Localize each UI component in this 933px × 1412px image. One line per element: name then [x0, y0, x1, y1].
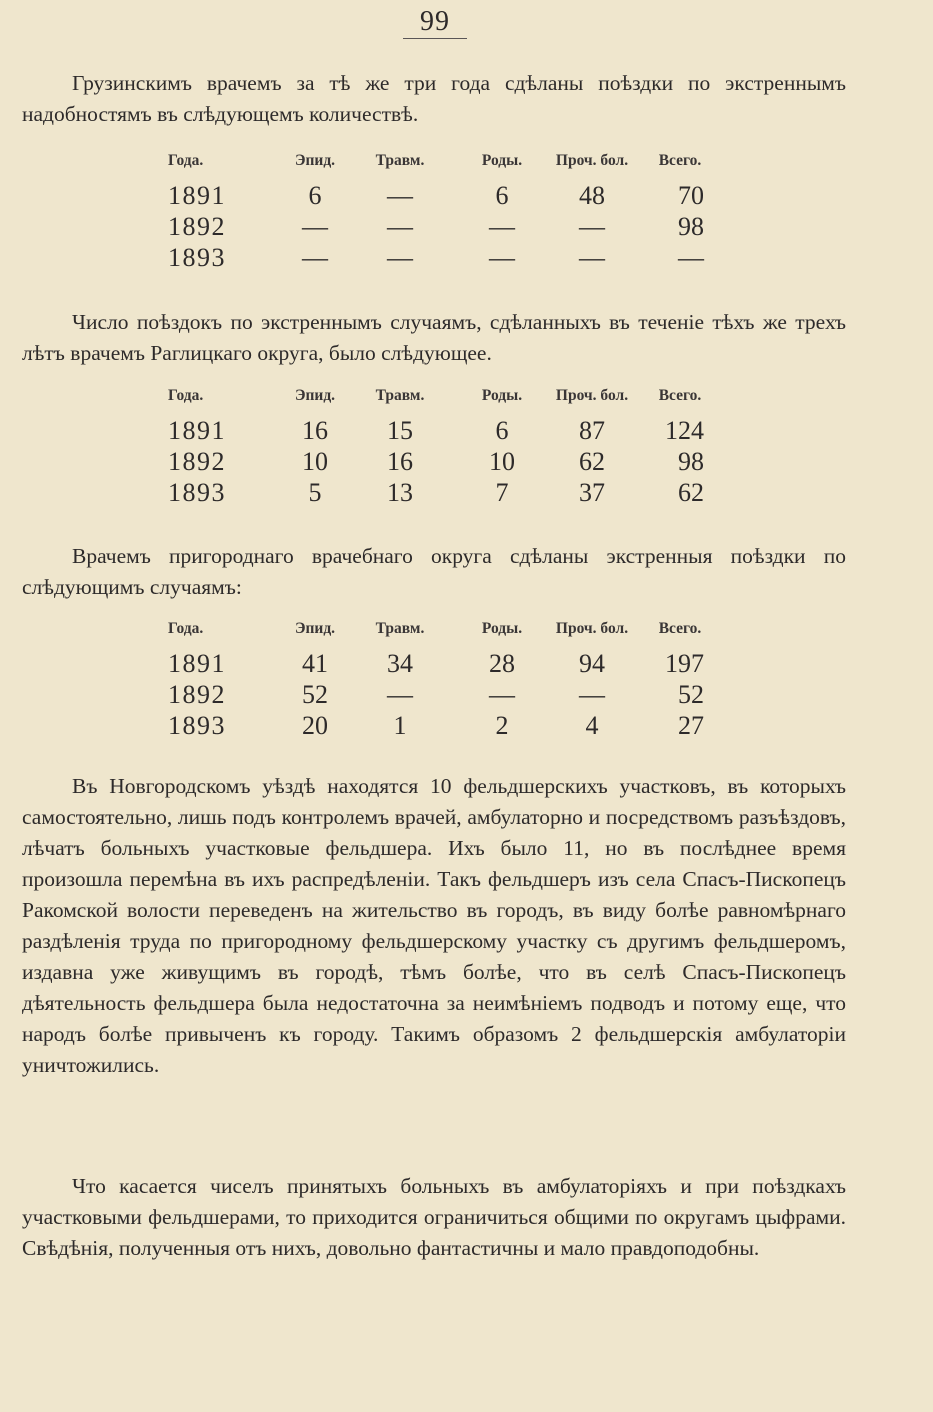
cell-trauma: 34: [387, 649, 413, 678]
cell-trauma: —: [387, 680, 413, 709]
cell-total: 27: [678, 711, 704, 740]
table-row: [0, 710, 933, 741]
cell-total: 98: [678, 447, 704, 476]
table-row: [0, 180, 933, 211]
cell-births: 10: [489, 447, 515, 476]
cell-total: 62: [678, 478, 704, 507]
header-births: Роды.: [481, 152, 523, 169]
paragraph-suburban-intro: Врачемъ пригороднаго врачебнаго округа сдѣланы экстренныя поѣздки по слѣдующимъ случаямъ:: [22, 544, 846, 599]
table-row: [0, 415, 933, 446]
header-epidemic: Эпид.: [294, 152, 336, 169]
table-header-row: [0, 618, 933, 648]
cell-other-diseases: —: [579, 680, 605, 709]
table-row: [0, 648, 933, 679]
cell-year: 1893: [168, 478, 226, 507]
table-row: [0, 242, 933, 273]
cell-other-diseases: 48: [579, 181, 605, 210]
cell-trauma: 13: [387, 478, 413, 507]
table-row: [0, 679, 933, 710]
cell-epidemic: —: [302, 212, 328, 241]
cell-total: 197: [665, 649, 704, 678]
table-header-row: [0, 150, 933, 180]
table-row: [0, 446, 933, 477]
cell-other-diseases: 87: [579, 416, 605, 445]
cell-other-diseases: 94: [579, 649, 605, 678]
header-total: Всего.: [658, 620, 702, 637]
cell-trauma: 1: [393, 711, 407, 740]
cell-births: —: [489, 212, 515, 241]
cell-year: 1892: [168, 447, 226, 476]
cell-year: 1891: [168, 649, 226, 678]
header-epidemic: Эпид.: [294, 387, 336, 404]
cell-births: 28: [489, 649, 515, 678]
cell-births: 7: [495, 478, 509, 507]
paragraph-gruzino-intro: Грузинскимъ врачемъ за тѣ же три года сдѣланы поѣздки по экстреннымъ надобностямъ въ слѣдующемъ количествѣ.: [22, 71, 846, 126]
cell-total: 52: [678, 680, 704, 709]
table-header-row: [0, 385, 933, 415]
cell-epidemic: —: [302, 243, 328, 272]
cell-year: 1892: [168, 212, 226, 241]
cell-trauma: —: [387, 243, 413, 272]
cell-births: 6: [495, 416, 509, 445]
header-trauma: Травм.: [375, 387, 425, 404]
header-year: Года.: [168, 387, 204, 404]
header-births: Роды.: [481, 620, 523, 637]
header-total: Всего.: [658, 387, 702, 404]
header-other-diseases: Проч. бол.: [555, 387, 629, 404]
cell-year: 1891: [168, 181, 226, 210]
cell-epidemic: 20: [302, 711, 328, 740]
cell-other-diseases: —: [579, 212, 605, 241]
table-row: [0, 211, 933, 242]
cell-epidemic: 6: [308, 181, 322, 210]
cell-year: 1891: [168, 416, 226, 445]
cell-year: 1892: [168, 680, 226, 709]
cell-births: —: [489, 680, 515, 709]
cell-epidemic: 16: [302, 416, 328, 445]
table-raglitsy-trips: [0, 385, 933, 508]
paragraph-patient-numbers: Что касается чиселъ принятыхъ больныхъ въ амбулаторіяхъ и при поѣздкахъ участковыми фельдшерами, то приходится ограничиться общими по округамъ цыфрами. Свѣдѣнія, полученныя отъ нихъ, довольно фантастичны и мало правдоподобны.: [22, 1174, 846, 1260]
header-year: Года.: [168, 620, 204, 637]
table-suburban-trips: [0, 618, 933, 741]
header-trauma: Травм.: [375, 152, 425, 169]
cell-epidemic: 52: [302, 680, 328, 709]
cell-year: 1893: [168, 711, 226, 740]
page-number: 99: [420, 6, 450, 37]
cell-other-diseases: 62: [579, 447, 605, 476]
cell-other-diseases: —: [579, 243, 605, 272]
header-trauma: Травм.: [375, 620, 425, 637]
cell-births: 6: [495, 181, 509, 210]
header-other-diseases: Проч. бол.: [555, 152, 629, 169]
cell-year: 1893: [168, 243, 226, 272]
cell-other-diseases: 4: [585, 711, 599, 740]
cell-births: 2: [495, 711, 509, 740]
header-total: Всего.: [658, 152, 702, 169]
cell-epidemic: 10: [302, 447, 328, 476]
header-year: Года.: [168, 152, 204, 169]
cell-total: —: [678, 243, 704, 272]
cell-trauma: 15: [387, 416, 413, 445]
cell-other-diseases: 37: [579, 478, 605, 507]
header-other-diseases: Проч. бол.: [555, 620, 629, 637]
cell-trauma: —: [387, 212, 413, 241]
cell-total: 70: [678, 181, 704, 210]
cell-trauma: 16: [387, 447, 413, 476]
table-row: [0, 477, 933, 508]
cell-births: —: [489, 243, 515, 272]
table-gruzino-trips: [0, 150, 933, 273]
cell-epidemic: 5: [308, 478, 322, 507]
cell-epidemic: 41: [302, 649, 328, 678]
header-births: Роды.: [481, 387, 523, 404]
cell-trauma: —: [387, 181, 413, 210]
cell-total: 98: [678, 212, 704, 241]
paragraph-raglitsy-intro: Число поѣздокъ по экстреннымъ случаямъ, сдѣланныхъ въ теченіе тѣхъ же трехъ лѣтъ врачемъ Раглицкаго округа, было слѣдующее.: [22, 310, 846, 365]
page-number-rule: [403, 38, 467, 39]
header-epidemic: Эпид.: [294, 620, 336, 637]
cell-total: 124: [665, 416, 704, 445]
paragraph-feldsher-districts: Въ Новгородскомъ уѣздѣ находятся 10 фельдшерскихъ участковъ, въ которыхъ самостоятельно, лишь подъ контролемъ врачей, амбулаторно и посредствомъ разъѣздовъ, лѣчатъ больныхъ участковые фельдшера. Ихъ было 11, но въ послѣднее время произошла перемѣна въ ихъ распредѣленіи. Такъ фельдшеръ изъ села Спасъ-Пископецъ Ракомской волости переведенъ на жительство въ городъ, въ виду болѣе равномѣрнаго раздѣленія труда по пригородному фельдшерскому участку съ другимъ фельдшеромъ, издавна уже живущимъ въ городѣ, тѣмъ болѣе, что въ селѣ Спасъ-Пископецъ дѣятельность фельдшера была недостаточна за неимѣніемъ подводъ и потому еще, что народъ болѣе привыченъ къ городу. Такимъ образомъ 2 фельдшерскія амбулаторіи уничтожились.: [22, 774, 846, 1077]
